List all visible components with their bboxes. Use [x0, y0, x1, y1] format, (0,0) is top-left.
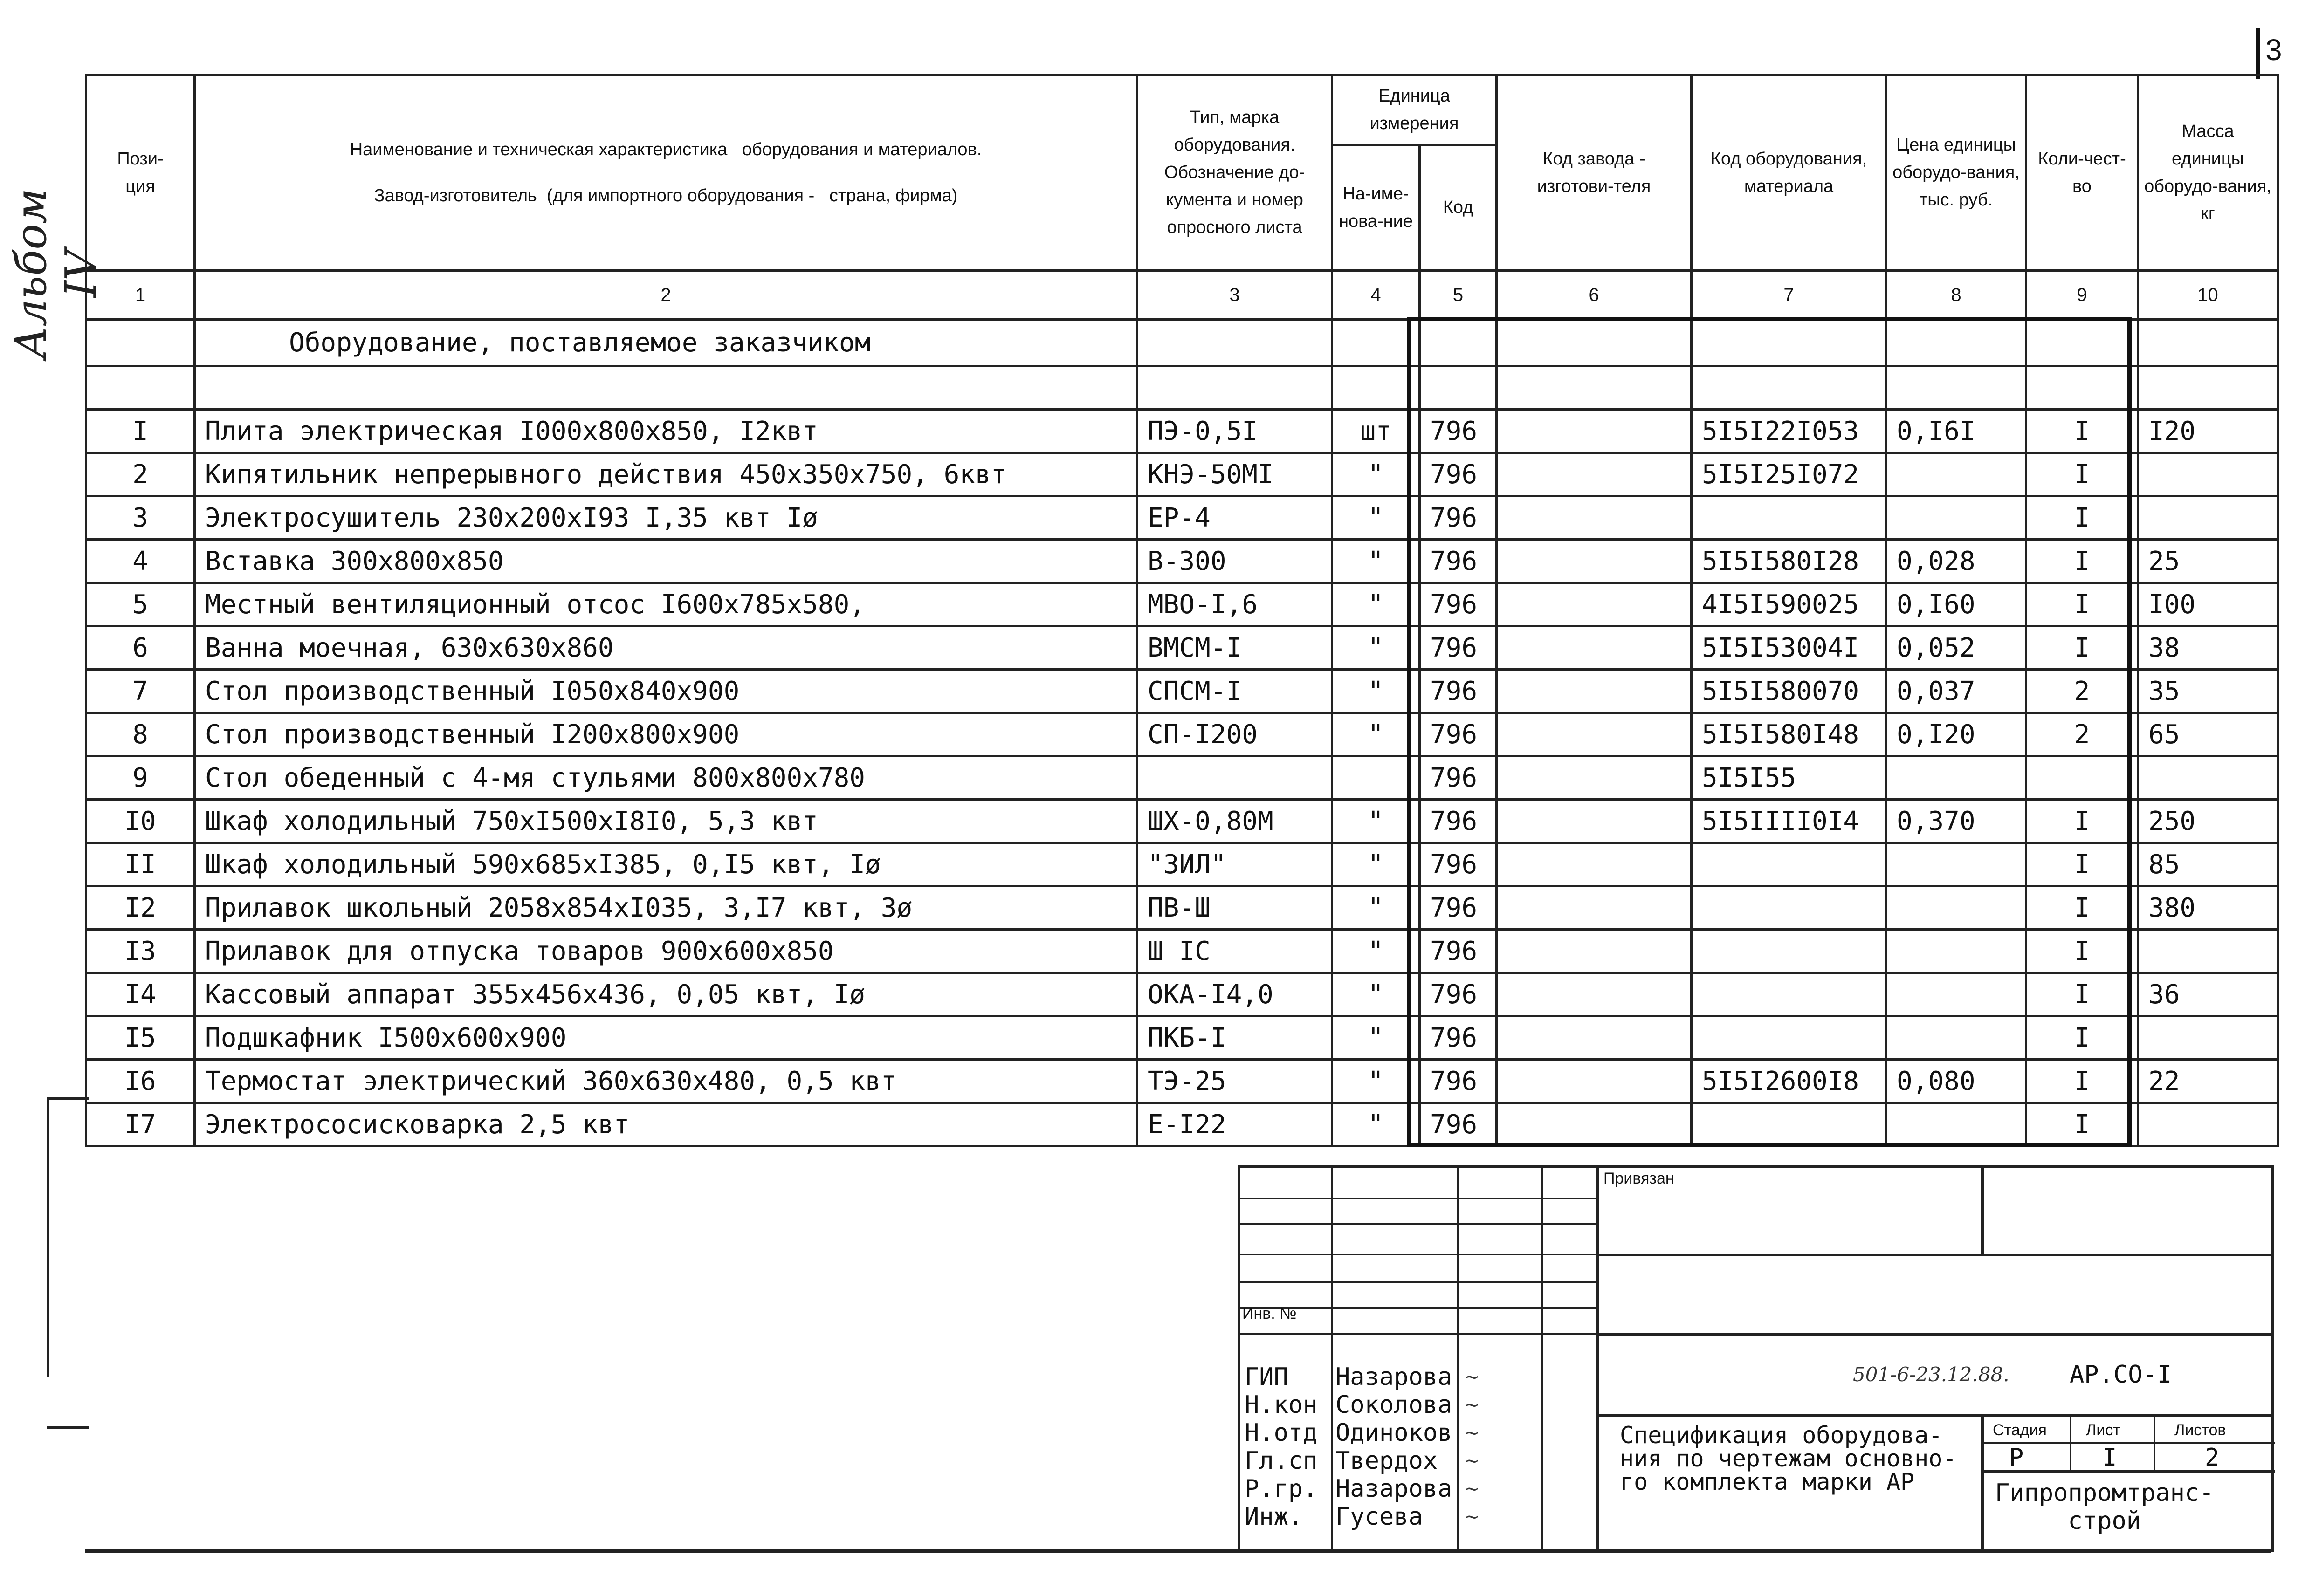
cell-mass	[2138, 1016, 2278, 1060]
cell-mass: 250	[2138, 800, 2278, 843]
cell-name: Прилавок для отпуска товаров 900x600x850	[195, 930, 1137, 973]
table-row	[86, 583, 2278, 626]
cell-mass	[2138, 756, 2278, 800]
cell-code: 796	[1420, 1103, 1497, 1146]
cell-pos: 2	[86, 453, 195, 496]
cell-pos: 9	[86, 756, 195, 800]
cell-price: 0,I6I	[1886, 410, 2026, 453]
header-unit-code: Код	[1420, 145, 1497, 271]
cell-eq_code	[1692, 886, 1886, 930]
column-number: 4	[1332, 271, 1420, 320]
cell-qty: 2	[2026, 713, 2138, 756]
sheets-label: Листов	[2174, 1421, 2226, 1439]
cell-type: Ш IC	[1137, 930, 1332, 973]
cell-factory	[1497, 973, 1692, 1016]
role-person: Твердох	[1335, 1447, 1438, 1475]
cell-mass	[2138, 1103, 2278, 1146]
margin-mark	[47, 1097, 89, 1100]
document-code: 501-6-23.12.88.	[1853, 1363, 2009, 1386]
cell-eq_code	[1692, 1016, 1886, 1060]
cell-code: 796	[1420, 843, 1497, 886]
cell-factory	[1497, 930, 1692, 973]
cell-price	[1886, 453, 2026, 496]
table-row	[86, 670, 2278, 713]
role-person: Гусева	[1335, 1503, 1423, 1531]
section-title: Оборудование, поставляемое заказчиком	[195, 320, 1137, 366]
cell-type: ПВ-Ш	[1137, 886, 1332, 930]
page-corner-mark	[2256, 28, 2260, 79]
role-title: ГИП	[1245, 1363, 1288, 1391]
cell-qty: I	[2026, 410, 2138, 453]
cell-name: Плита электрическая I000x800x850, I2квт	[195, 410, 1137, 453]
cell-qty: I	[2026, 453, 2138, 496]
cell-qty	[2026, 756, 2138, 800]
cell-price: 0,028	[1886, 540, 2026, 583]
cell-mass	[2138, 453, 2278, 496]
tb-row	[1238, 1333, 1599, 1335]
table-row	[86, 1016, 2278, 1060]
cell-code: 796	[1420, 756, 1497, 800]
cell-type: "ЗИЛ"	[1137, 843, 1332, 886]
table-row	[86, 756, 2278, 800]
cell-name: Местный вентиляционный отсос I600x785x580,	[195, 583, 1137, 626]
table-row	[86, 453, 2278, 496]
table-row	[86, 930, 2278, 973]
cell-code: 796	[1420, 453, 1497, 496]
cell-factory	[1497, 1103, 1692, 1146]
cell-type: В-300	[1137, 540, 1332, 583]
column-number: 3	[1137, 271, 1332, 320]
header-name-line1: Наименование и техническая характеристика оборудования и материалов.	[350, 139, 982, 159]
header-type: Тип, марка оборудования. Обозначение до-кумента и номер опросного листа	[1137, 75, 1332, 271]
cell-pos: 3	[86, 496, 195, 540]
title-block-right	[2271, 1165, 2274, 1552]
cell-eq_code: 4I5I590025	[1692, 583, 1886, 626]
cell-eq_code: 5I5I580070	[1692, 670, 1886, 713]
cell-type: МВО-I,6	[1137, 583, 1332, 626]
cell-eq_code: 5I5I53004I	[1692, 626, 1886, 670]
cell-qty: I	[2026, 1103, 2138, 1146]
cell-unit: "	[1332, 496, 1420, 540]
column-number: 9	[2026, 271, 2138, 320]
cell-pos: 5	[86, 583, 195, 626]
cell-factory	[1497, 453, 1692, 496]
cell-code: 796	[1420, 886, 1497, 930]
cell-mass: 380	[2138, 886, 2278, 930]
cell-unit: "	[1332, 1103, 1420, 1146]
cell-unit: шт	[1332, 410, 1420, 453]
header-price: Цена единицы оборудо-вания, тыс. руб.	[1886, 75, 2026, 271]
margin-mark	[47, 1097, 49, 1377]
sheet-label: Лист	[2086, 1421, 2120, 1439]
cell-pos: I2	[86, 886, 195, 930]
cell-qty: I	[2026, 800, 2138, 843]
signature-mark: ~	[1464, 1449, 1480, 1472]
tb-row	[1596, 1254, 2272, 1256]
cell-name: Термостат электрический 360x630x480, 0,5 квт	[195, 1060, 1137, 1103]
cell-price: 0,370	[1886, 800, 2026, 843]
cell-code: 796	[1420, 800, 1497, 843]
cell-pos: I5	[86, 1016, 195, 1060]
page-number: 3	[2265, 33, 2282, 67]
column-number: 8	[1886, 271, 2026, 320]
cell-mass: 36	[2138, 973, 2278, 1016]
tb-col	[1981, 1165, 1984, 1254]
frame-bottom	[85, 1549, 2271, 1553]
role-title: Гл.сп	[1245, 1447, 1318, 1475]
role-person: Назарова	[1335, 1363, 1452, 1391]
header-name-line2: Завод-изготовитель (для импортного оборудования - страна, фирма)	[374, 185, 958, 205]
cell-factory	[1497, 670, 1692, 713]
signature-mark: ~	[1464, 1365, 1480, 1388]
cell-type: ПКБ-I	[1137, 1016, 1332, 1060]
column-number: 10	[2138, 271, 2278, 320]
cell-code: 796	[1420, 626, 1497, 670]
cell-qty: I	[2026, 886, 2138, 930]
cell-factory	[1497, 1016, 1692, 1060]
column-number: 2	[195, 271, 1137, 320]
cell-eq_code	[1692, 1103, 1886, 1146]
cell-price: 0,037	[1886, 670, 2026, 713]
role-title: Н.кон	[1245, 1391, 1318, 1419]
signature-mark: ~	[1464, 1505, 1480, 1528]
cell-mass: 35	[2138, 670, 2278, 713]
cell-eq_code: 5I5IIII0I4	[1692, 800, 1886, 843]
cell-type	[1137, 756, 1332, 800]
tb-col	[2154, 1414, 2155, 1473]
cell-name: Шкаф холодильный 590x685xI385, 0,I5 квт, Iø	[195, 843, 1137, 886]
cell-code: 796	[1420, 496, 1497, 540]
specification-rows	[86, 410, 2278, 1146]
column-number: 1	[86, 271, 195, 320]
cell-factory	[1497, 540, 1692, 583]
cell-code: 796	[1420, 930, 1497, 973]
sheets-value: 2	[2205, 1444, 2220, 1472]
inventory-label: Инв. №	[1242, 1305, 1297, 1322]
cell-price	[1886, 1016, 2026, 1060]
section-row	[86, 320, 2278, 366]
table-row	[86, 496, 2278, 540]
sheet-value: I	[2102, 1444, 2117, 1472]
cell-qty: I	[2026, 973, 2138, 1016]
cell-factory	[1497, 800, 1692, 843]
cell-price	[1886, 973, 2026, 1016]
cell-pos: I3	[86, 930, 195, 973]
column-number: 5	[1420, 271, 1497, 320]
cell-unit	[1332, 756, 1420, 800]
cell-pos: II	[86, 843, 195, 886]
cell-type: ЕР-4	[1137, 496, 1332, 540]
cell-eq_code	[1692, 973, 1886, 1016]
table-row	[86, 626, 2278, 670]
cell-qty: 2	[2026, 670, 2138, 713]
cell-name: Кипятильник непрерывного действия 450x350x750, 6квт	[195, 453, 1137, 496]
cell-type: ВМСМ-I	[1137, 626, 1332, 670]
cell-eq_code: 5I5I580I28	[1692, 540, 1886, 583]
tb-row	[1596, 1333, 2272, 1336]
role-title: Инж.	[1245, 1503, 1303, 1531]
cell-code: 796	[1420, 1016, 1497, 1060]
cell-unit: "	[1332, 1060, 1420, 1103]
cell-price: 0,I20	[1886, 713, 2026, 756]
role-person: Назарова	[1335, 1475, 1452, 1503]
cell-qty: I	[2026, 1060, 2138, 1103]
cell-factory	[1497, 756, 1692, 800]
cell-code: 796	[1420, 540, 1497, 583]
cell-unit: "	[1332, 1016, 1420, 1060]
cell-code: 796	[1420, 713, 1497, 756]
cell-name: Ванна моечная, 630x630x860	[195, 626, 1137, 670]
table-row	[86, 886, 2278, 930]
cell-pos: 6	[86, 626, 195, 670]
cell-unit: "	[1332, 800, 1420, 843]
cell-mass: 25	[2138, 540, 2278, 583]
role-title: Р.гр.	[1245, 1475, 1318, 1503]
privyazan-label: Привязан	[1603, 1170, 1674, 1187]
cell-factory	[1497, 886, 1692, 930]
cell-factory	[1497, 496, 1692, 540]
cell-unit: "	[1332, 843, 1420, 886]
cell-qty: I	[2026, 930, 2138, 973]
tb-row	[1238, 1254, 1599, 1255]
header-unit-name: На-име-нова-ние	[1332, 145, 1420, 271]
cell-mass	[2138, 496, 2278, 540]
table-row	[86, 540, 2278, 583]
cell-factory	[1497, 626, 1692, 670]
cell-mass: I20	[2138, 410, 2278, 453]
column-number: 7	[1692, 271, 1886, 320]
role-title: Н.отд	[1245, 1419, 1318, 1447]
cell-code: 796	[1420, 410, 1497, 453]
cell-name: Электросушитель 230x200xI93 I,35 квт Iø	[195, 496, 1137, 540]
cell-price	[1886, 930, 2026, 973]
cell-qty: I	[2026, 496, 2138, 540]
role-person: Соколова	[1335, 1391, 1452, 1419]
cell-price	[1886, 756, 2026, 800]
tb-row	[1596, 1414, 2272, 1417]
cell-pos: I0	[86, 800, 195, 843]
cell-code: 796	[1420, 1060, 1497, 1103]
cell-price	[1886, 1103, 2026, 1146]
cell-factory	[1497, 410, 1692, 453]
cell-price: 0,I60	[1886, 583, 2026, 626]
organization-name: Гипропромтранс- строй	[1995, 1479, 2214, 1535]
cell-unit: "	[1332, 540, 1420, 583]
stage-label: Стадия	[1993, 1421, 2047, 1439]
cell-type: КНЭ-50МI	[1137, 453, 1332, 496]
signature-mark: ~	[1464, 1421, 1480, 1444]
cell-mass	[2138, 930, 2278, 973]
specification-table	[85, 74, 2279, 1147]
table-row	[86, 410, 2278, 453]
cell-qty: I	[2026, 626, 2138, 670]
header-mass: Масса единицы оборудо-вания, кг	[2138, 75, 2278, 271]
tb-row	[1981, 1442, 2275, 1444]
stage-value: Р	[2009, 1444, 2024, 1472]
header-equipment-code: Код оборудования, материала	[1692, 75, 1886, 271]
cell-price	[1886, 496, 2026, 540]
cell-unit: "	[1332, 886, 1420, 930]
cell-type: ШХ-0,80М	[1137, 800, 1332, 843]
cell-price	[1886, 843, 2026, 886]
cell-type: Е-I22	[1137, 1103, 1332, 1146]
table-row	[86, 713, 2278, 756]
cell-eq_code: 5I5I22I053	[1692, 410, 1886, 453]
role-person: Одиноков	[1335, 1419, 1452, 1447]
cell-name: Подшкафник I500x600x900	[195, 1016, 1137, 1060]
header-position: Пози- ция	[86, 75, 195, 271]
cell-pos: I4	[86, 973, 195, 1016]
title-block-top	[1238, 1165, 2272, 1168]
cell-name: Электрососисковарка 2,5 квт	[195, 1103, 1137, 1146]
cell-name: Стол обеденный с 4-мя стульями 800x800x780	[195, 756, 1137, 800]
tb-row	[1238, 1281, 1599, 1283]
table-row	[86, 1060, 2278, 1103]
album-label: Альбом IV	[6, 188, 106, 359]
cell-eq_code	[1692, 496, 1886, 540]
table-row	[86, 843, 2278, 886]
cell-mass: 22	[2138, 1060, 2278, 1103]
header-name	[195, 75, 1137, 271]
cell-mass: I00	[2138, 583, 2278, 626]
tb-row	[1238, 1198, 1599, 1199]
margin-mark	[47, 1426, 89, 1429]
cell-qty: I	[2026, 843, 2138, 886]
cell-unit: "	[1332, 453, 1420, 496]
cell-name: Кассовый аппарат 355x456x436, 0,05 квт, Iø	[195, 973, 1137, 1016]
spacer-row	[86, 366, 2278, 410]
cell-pos: 7	[86, 670, 195, 713]
cell-eq_code: 5I5I2600I8	[1692, 1060, 1886, 1103]
album-label-area	[6, 140, 106, 359]
tb-col	[2070, 1414, 2071, 1473]
cell-unit: "	[1332, 713, 1420, 756]
cell-eq_code: 5I5I580I48	[1692, 713, 1886, 756]
cell-price: 0,052	[1886, 626, 2026, 670]
cell-name: Стол производственный I050x840x900	[195, 670, 1137, 713]
cell-code: 796	[1420, 670, 1497, 713]
cell-type: СП-I200	[1137, 713, 1332, 756]
cell-name: Стол производственный I200x800x900	[195, 713, 1137, 756]
tb-col	[1981, 1414, 1984, 1552]
cell-mass: 65	[2138, 713, 2278, 756]
signature-mark: ~	[1464, 1477, 1480, 1500]
column-number-row	[86, 271, 2278, 320]
cell-mass: 38	[2138, 626, 2278, 670]
cell-mass: 85	[2138, 843, 2278, 886]
cell-type: ОКА-I4,0	[1137, 973, 1332, 1016]
cell-name: Вставка 300x800x850	[195, 540, 1137, 583]
table-row	[86, 973, 2278, 1016]
cell-type: СПСМ-I	[1137, 670, 1332, 713]
cell-eq_code	[1692, 930, 1886, 973]
cell-type: ПЭ-0,5I	[1137, 410, 1332, 453]
header-factory-code: Код завода - изготови-теля	[1497, 75, 1692, 271]
cell-price: 0,080	[1886, 1060, 2026, 1103]
cell-eq_code: 5I5I55	[1692, 756, 1886, 800]
cell-pos: 8	[86, 713, 195, 756]
cell-pos: 4	[86, 540, 195, 583]
cell-eq_code	[1692, 843, 1886, 886]
tb-row	[1981, 1470, 2275, 1473]
header-quantity: Коли-чест-во	[2026, 75, 2138, 271]
cell-factory	[1497, 843, 1692, 886]
cell-factory	[1497, 583, 1692, 626]
cell-eq_code: 5I5I25I072	[1692, 453, 1886, 496]
cell-unit: "	[1332, 930, 1420, 973]
cell-factory	[1497, 1060, 1692, 1103]
cell-unit: "	[1332, 626, 1420, 670]
cell-code: 796	[1420, 583, 1497, 626]
cell-name: Прилавок школьный 2058x854xI035, 3,I7 квт, 3ø	[195, 886, 1137, 930]
cell-qty: I	[2026, 1016, 2138, 1060]
cell-factory	[1497, 713, 1692, 756]
cell-qty: I	[2026, 583, 2138, 626]
document-mark: АР.СО-I	[2070, 1361, 2172, 1389]
cell-qty: I	[2026, 540, 2138, 583]
cell-pos: I	[86, 410, 195, 453]
cell-pos: I7	[86, 1103, 195, 1146]
signature-mark: ~	[1464, 1393, 1480, 1416]
header-unit-group: Единица измерения	[1332, 75, 1497, 145]
document-description: Спецификация оборудова- ния по чертежам основно- го комплекта марки АР	[1620, 1422, 1957, 1495]
table-row	[86, 1103, 2278, 1146]
column-number: 6	[1497, 271, 1692, 320]
table-row	[86, 800, 2278, 843]
cell-unit: "	[1332, 670, 1420, 713]
cell-pos: I6	[86, 1060, 195, 1103]
cell-code: 796	[1420, 973, 1497, 1016]
cell-unit: "	[1332, 583, 1420, 626]
cell-type: ТЭ-25	[1137, 1060, 1332, 1103]
tb-row	[1238, 1223, 1599, 1225]
cell-unit: "	[1332, 973, 1420, 1016]
cell-name: Шкаф холодильный 750xI500xI8I0, 5,3 квт	[195, 800, 1137, 843]
cell-price	[1886, 886, 2026, 930]
